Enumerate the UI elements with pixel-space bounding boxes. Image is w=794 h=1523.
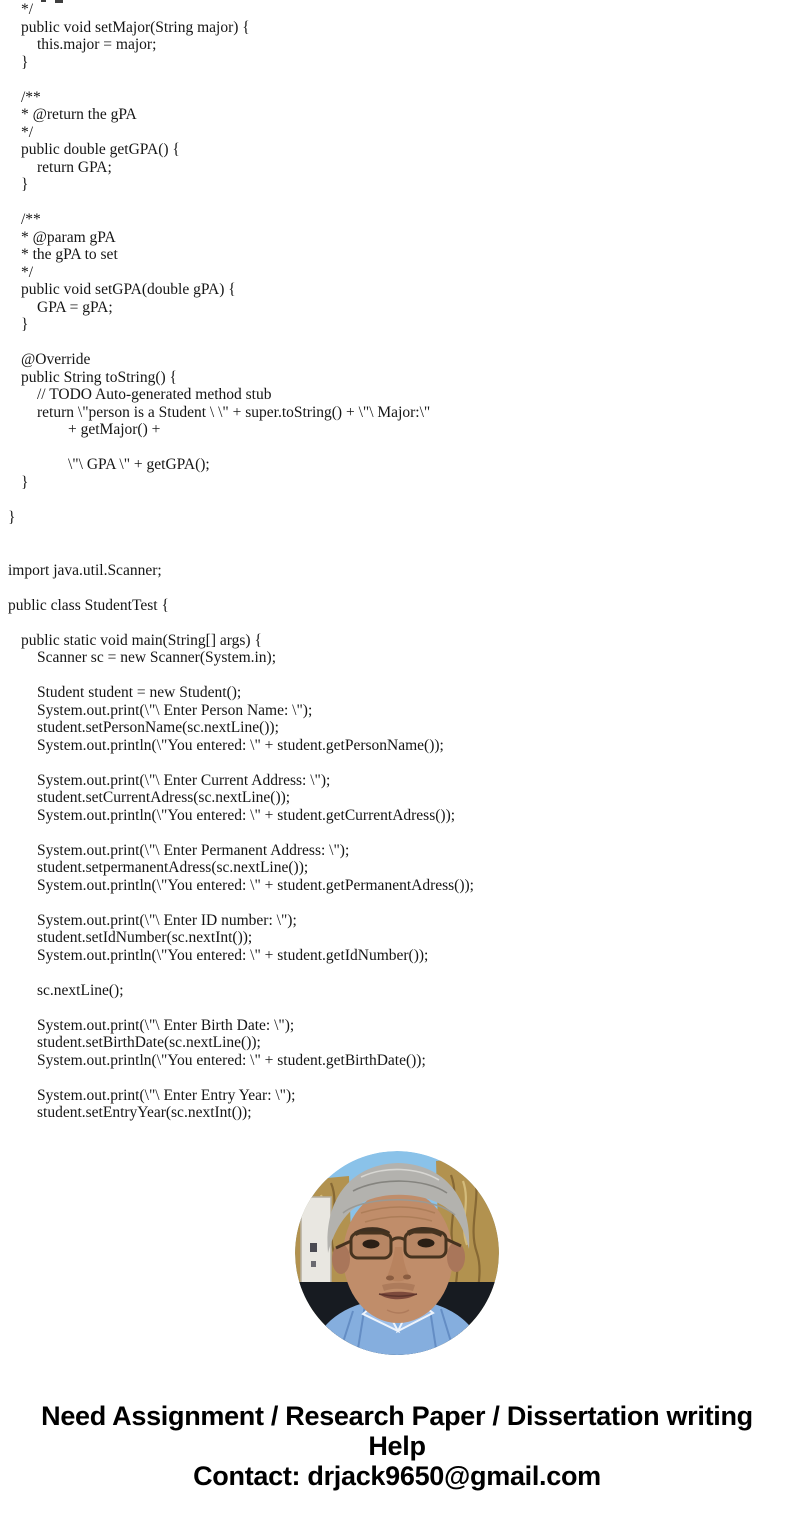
code-line: */ (21, 1, 34, 18)
code-line: } (8, 508, 16, 526)
code-line (0, 491, 794, 509)
contact-line: Contact: drjack9650@gmail.com (193, 1461, 601, 1491)
code-line: /** (21, 211, 41, 229)
code-line: + getMajor() + (68, 421, 161, 439)
code-line: System.out.println(\"You entered: \" + student.getPermanentAdress()); (37, 876, 474, 894)
code-line: * @return the gPA (21, 106, 137, 124)
code-line: System.out.print(\"\ Enter Birth Date: \"); (37, 1016, 295, 1034)
code-line: } (21, 176, 29, 194)
ear-left (332, 1244, 350, 1274)
profile-photo-illustration (295, 1151, 499, 1355)
code-line: * @param gPA (21, 228, 116, 246)
code-line: sc.nextLine(); (37, 981, 124, 999)
code-line: System.out.println(\"You entered: \" + student.getIdNumber()); (37, 946, 429, 964)
panel-switch (310, 1243, 317, 1252)
code-line: System.out.println(\"You entered: \" + student.getCurrentAdress()); (37, 806, 456, 824)
code-line (0, 334, 794, 352)
code-line: System.out.print(\"\ Enter Entry Year: \"); (37, 1086, 296, 1104)
code-line: } (21, 53, 29, 71)
code-line (0, 894, 794, 912)
panel-switch (311, 1261, 316, 1267)
code-line: } (21, 473, 29, 491)
code-line: // TODO Auto-generated method stub (37, 386, 272, 404)
code-line (0, 526, 794, 544)
code-line (0, 439, 794, 457)
code-line: @Override (21, 351, 91, 369)
code-line (0, 1069, 794, 1087)
clipped-line-artifact (55, 0, 63, 3)
code-line: public void setGPA(double gPA) { (21, 281, 236, 299)
code-line: student.setpermanentAdress(sc.nextLine()); (37, 859, 309, 877)
code-line (0, 579, 794, 597)
code-line: System.out.print(\"\ Enter Current Address: \"); (37, 771, 331, 789)
code-line: import java.util.Scanner; (8, 561, 162, 579)
code-line: */ (21, 263, 34, 281)
code-line: } (21, 316, 29, 334)
code-line: System.out.print(\"\ Enter ID number: \"); (37, 911, 297, 929)
nostril-right (403, 1275, 411, 1280)
code-line (0, 544, 794, 562)
code-line: student.setEntryYear(sc.nextInt()); (37, 1104, 252, 1122)
code-line: student.setIdNumber(sc.nextInt()); (37, 929, 253, 947)
code-line: System.out.println(\"You entered: \" + student.getBirthDate()); (37, 1051, 426, 1069)
code-line: Student student = new Student(); (37, 684, 242, 702)
code-line: public String toString() { (21, 368, 177, 386)
profile-photo (295, 1151, 499, 1355)
clipped-line-artifact (41, 0, 46, 2)
code-line (0, 71, 794, 89)
code-line: * the gPA to set (21, 246, 118, 264)
code-line: System.out.print(\"\ Enter Person Name: \"); (37, 701, 313, 719)
code-line: this.major = major; (37, 36, 157, 54)
code-line (0, 754, 794, 772)
code-line: */ (21, 123, 34, 141)
code-line (0, 667, 794, 685)
code-line: GPA = gPA; (37, 298, 113, 316)
code-line: student.setPersonName(sc.nextLine()); (37, 719, 279, 737)
code-line: student.setCurrentAdress(sc.nextLine()); (37, 789, 291, 807)
code-line (0, 964, 794, 982)
code-line: \"\ GPA \" + getGPA(); (68, 456, 210, 474)
code-line (0, 614, 794, 632)
code-line: public void setMajor(String major) { (21, 18, 250, 36)
code-line: return \"person is a Student \ \" + super.toString() + \"\ Major:\" (37, 403, 431, 421)
nostril-left (386, 1276, 394, 1281)
code-line: public class StudentTest { (8, 596, 169, 614)
code-line (0, 824, 794, 842)
code-line (0, 999, 794, 1017)
code-line (0, 194, 794, 212)
code-line: /** (21, 88, 41, 106)
code-line: Scanner sc = new Scanner(System.in); (37, 649, 277, 667)
ear-right (447, 1242, 465, 1272)
code-line: public double getGPA() { (21, 141, 180, 159)
code-line: student.setBirthDate(sc.nextLine()); (37, 1034, 261, 1052)
code-line: public static void main(String[] args) { (21, 631, 262, 649)
help-heading: Need Assignment / Research Paper / Dissertation writing Help (41, 1401, 753, 1461)
code-line: System.out.print(\"\ Enter Permanent Address: \"); (37, 841, 350, 859)
code-line: return GPA; (37, 158, 112, 176)
code-line: System.out.println(\"You entered: \" + student.getPersonName()); (37, 736, 444, 754)
footer-banner (23, 1401, 771, 1491)
